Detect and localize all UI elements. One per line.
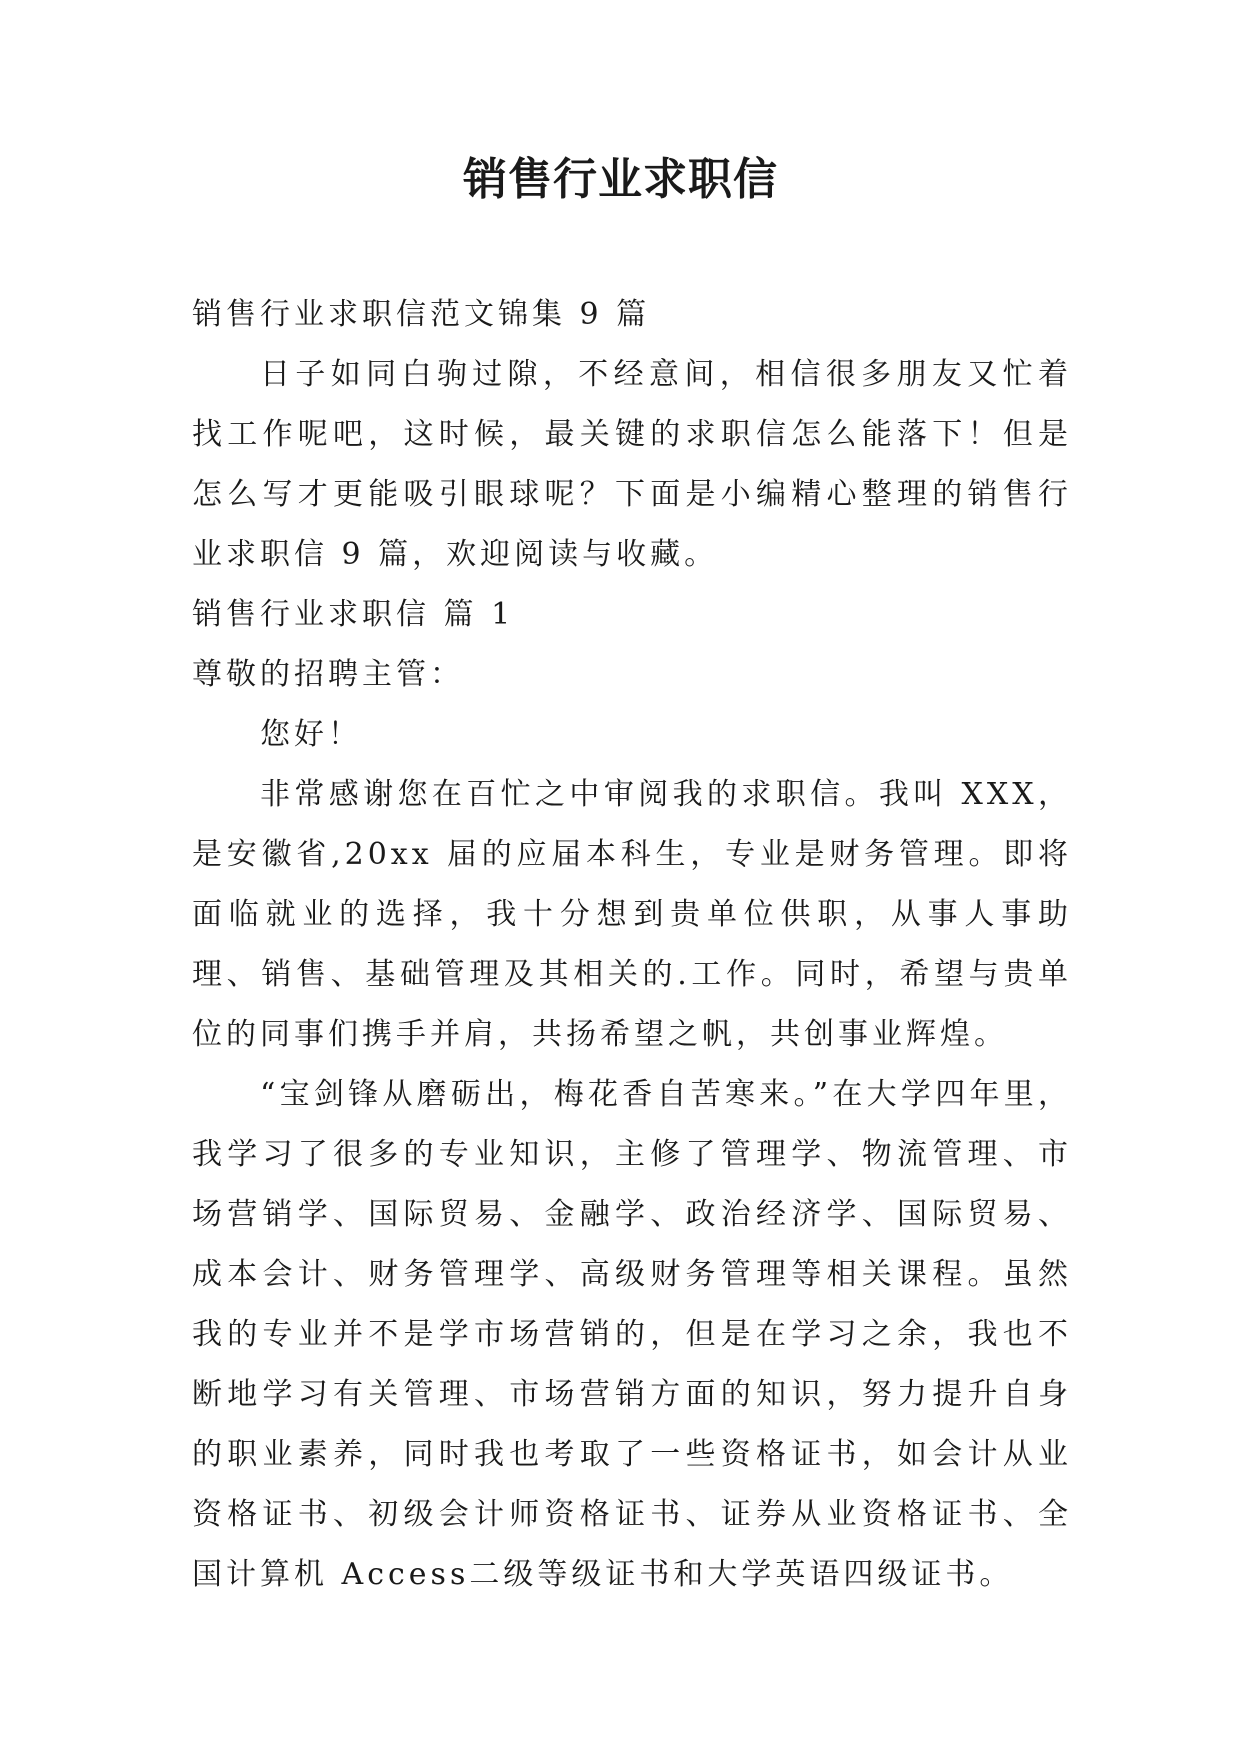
body-paragraph-2: “宝剑锋从磨砺出，梅花香自苦寒来。”在大学四年里，我学习了很多的专业知识，主修了管理学、物流管理、市场营销学、国际贸易、金融学、政治经济学、国际贸易、成本会计、财务管理学、高级财务管理等相关课程。虽然我的专业并不是学市场营销的，但是在学习之余，我也不断地学习有关管理、市场营销方面的知识，努力提升自身的职业素养，同时我也考取了一些资格证书，如会计从业资格证书、初级会计师资格证书、证券从业资格证书、全国计算机 Access二级等级证书和大学英语四级证书。 <box>192 1077 1072 1592</box>
document-body <box>192 285 1072 1605</box>
body-paragraph-1: 非常感谢您在百忙之中审阅我的求职信。我叫 XXX，是安徽省,20xx 届的应届本科生，专业是财务管理。即将面临就业的选择，我十分想到贵单位供职，从事人事助理、销售、基础管理及其相关的.工作。同时，希望与贵单位的同事们携手并肩，共扬希望之帆，共创事业辉煌。 <box>192 777 1072 1052</box>
salutation: 尊敬的招聘主管： <box>192 657 464 692</box>
section-heading: 销售行业求职信 篇 1 <box>192 597 515 632</box>
greeting: 您好！ <box>260 717 362 752</box>
document-subtitle: 销售行业求职信范文锦集 9 篇 <box>192 297 651 332</box>
intro-paragraph: 日子如同白驹过隙，不经意间，相信很多朋友又忙着找工作呢吧，这时候，最关键的求职信怎么能落下！但是怎么写才更能吸引眼球呢？下面是小编精心整理的销售行业求职信 9 篇，欢迎阅读与收藏。 <box>192 357 1072 572</box>
document-title: 销售行业求职信 <box>463 154 778 205</box>
